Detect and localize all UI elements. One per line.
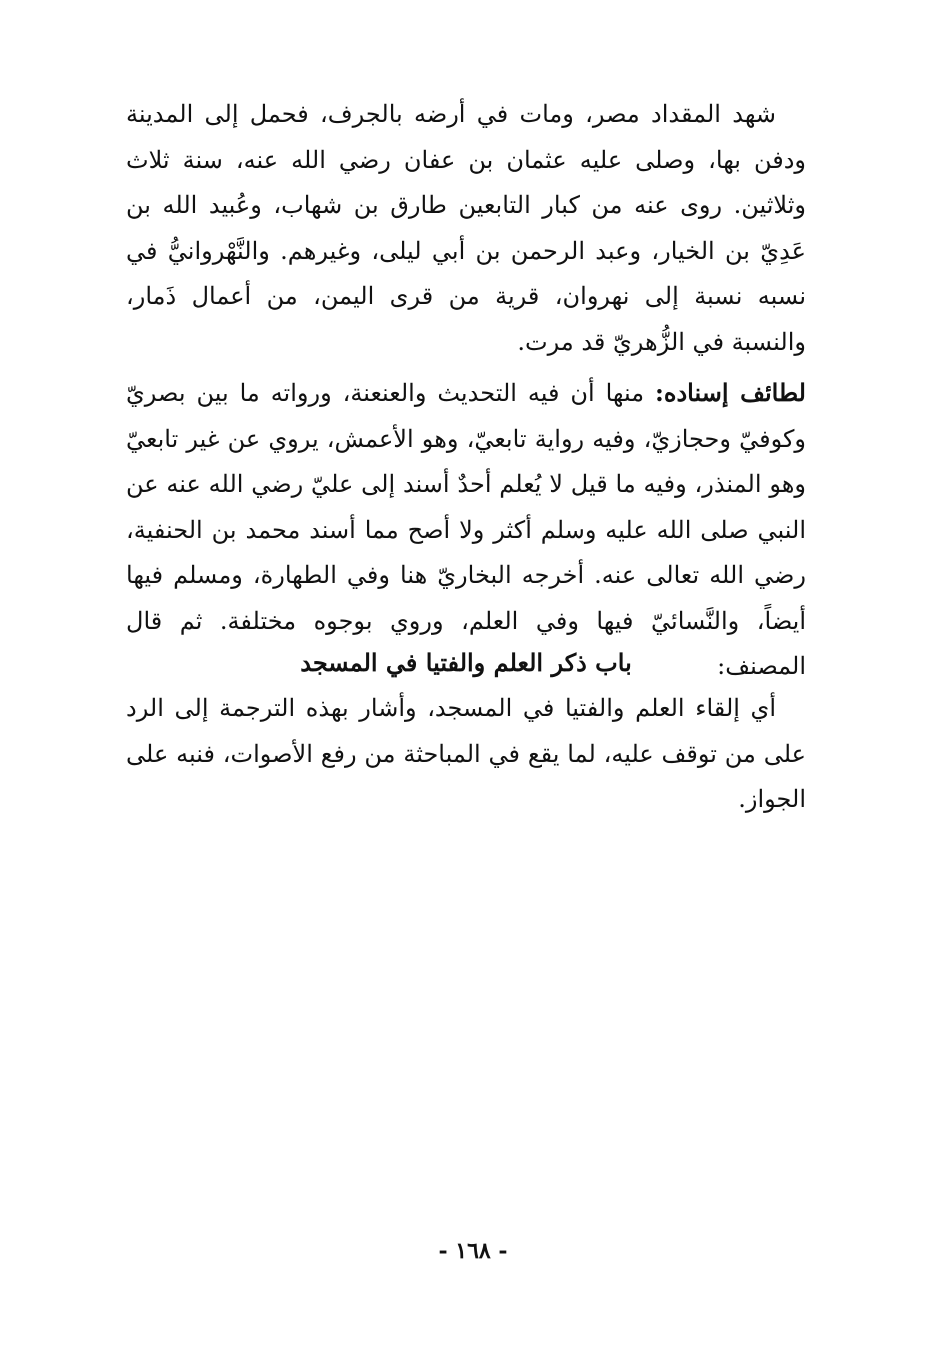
paragraph-lead-heading: لطائف إسناده: [655, 378, 806, 407]
page-number: - ١٦٨ - [438, 1238, 508, 1264]
paragraph-chapter-explanation [126, 686, 806, 823]
paragraph-chapter-explanation-text: أي إلقاء العلم والفتيا في المسجد، وأشار بهذه الترجمة إلى الرد على من توقف عليه، لما يقع في المباحثة من رفع الأصوات، فنبه على الجواز. [126, 694, 806, 813]
paragraph-isnad-text: منها أن فيه التحديث والعنعنة، ورواته ما بين بصريّ وكوفيّ وحجازيّ، وفيه رواية تابعيّ، وهو الأعمش، يروي عن غير تابعيّ وهو المنذر، وفيه ما قيل لا يُعلم أحدٌ أسند إلى عليّ رضي الله عنه عن النبي صلى الله عليه وسلم أكثر ولا أصح مما أسند محمد بن الحنفية، رضي الله تعالى عنه. أخرجه البخاريّ هنا وفي الطهارة، ومسلم فيها أيضاً، والنَّسائيّ فيها وفي العلم، وروي بوجوه مختلفة. ثم قال المصنف: [126, 379, 806, 680]
paragraph-biography-text: شهد المقداد مصر، ومات في أرضه بالجرف، فحمل إلى المدينة ودفن بها، وصلى عليه عثمان بن عفان رضي الله عنه، سنة ثلاث وثلاثين. روى عنه من كبار التابعين طارق بن شهاب، وعُبيد الله بن عَدِيّ بن الخيار، وعبد الرحمن بن أبي ليلى، وغيرهم. والنَّهْروانيُّ في نسبه نسبة إلى نهروان، قرية من قرى اليمن، من أعمال ذَمار، والنسبة في الزُّهريّ قد مرت. [126, 100, 806, 356]
paragraph-biography [126, 92, 806, 365]
chapter-heading: باب ذكر العلم والفتيا في المسجد [300, 648, 632, 677]
